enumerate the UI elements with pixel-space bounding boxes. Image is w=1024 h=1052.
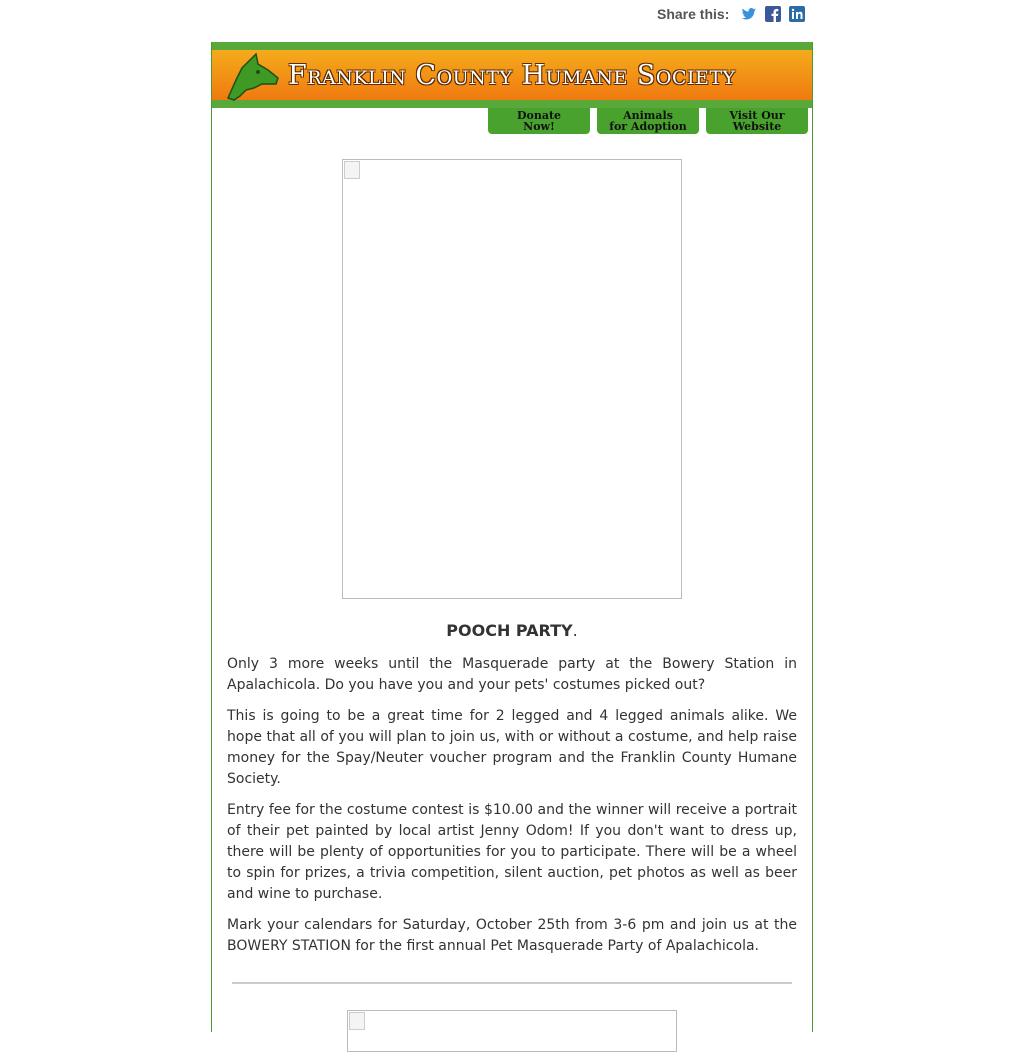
article-title-text: POOCH PARTY [446,621,573,640]
visit-website-button[interactable] [706,108,808,134]
facebook-share-icon[interactable] [765,6,781,22]
animals-for-adoption-label: Animals for Adoption [609,109,687,133]
broken-image-icon [344,161,360,179]
animals-for-adoption-button[interactable] [597,108,699,134]
article-title-suffix: . [572,621,578,640]
twitter-share-icon[interactable] [741,6,757,22]
nav-buttons [488,108,815,134]
share-label: Share this: [657,6,730,22]
visit-website-label: Visit Our Website [729,109,785,133]
linkedin-share-icon[interactable] [789,6,805,22]
article-paragraph: Entry fee for the costume contest is $10.00 and the winner will receive a portrait of their pet painted by local artist Jenny Odom! If you don't want to dress up, there will be plenty of opportunities for you to participate. There will be a wheel to spin for prizes, a trivia competition, silent auction, pet photos as well as beer and wine to purchase. [227,802,797,902]
header-banner [212,42,812,108]
article-paragraph: Only 3 more weeks until the Masquerade party at the Bowery Station in Apalachicola. Do you have you and your pets' costumes picked out? [227,656,797,693]
article-title [227,620,797,642]
article-paragraph: Mark your calendars for Saturday, October 25th from 3-6 pm and join us at the BOWERY STATION for the first annual Pet Masquerade Party of Apalachicola. [227,917,797,954]
donate-now-label: Donate Now! [516,109,562,133]
header-title: Franklin County Humane Society [288,60,736,91]
share-bar [640,2,820,26]
feature-image [342,159,682,599]
secondary-image [347,1010,677,1052]
article-paragraph: This is going to be a great time for 2 legged and 4 legged animals alike. We hope that all of you will plan to join us, with or without a costume, and help raise money for the Spay/Neuter voucher program and the Franklin County Humane Society. [227,708,797,787]
dog-head-icon [222,50,280,102]
section-divider [232,982,792,984]
donate-now-button[interactable] [488,108,590,134]
article [227,620,797,967]
broken-image-icon [349,1012,365,1030]
email-container [211,42,813,1032]
